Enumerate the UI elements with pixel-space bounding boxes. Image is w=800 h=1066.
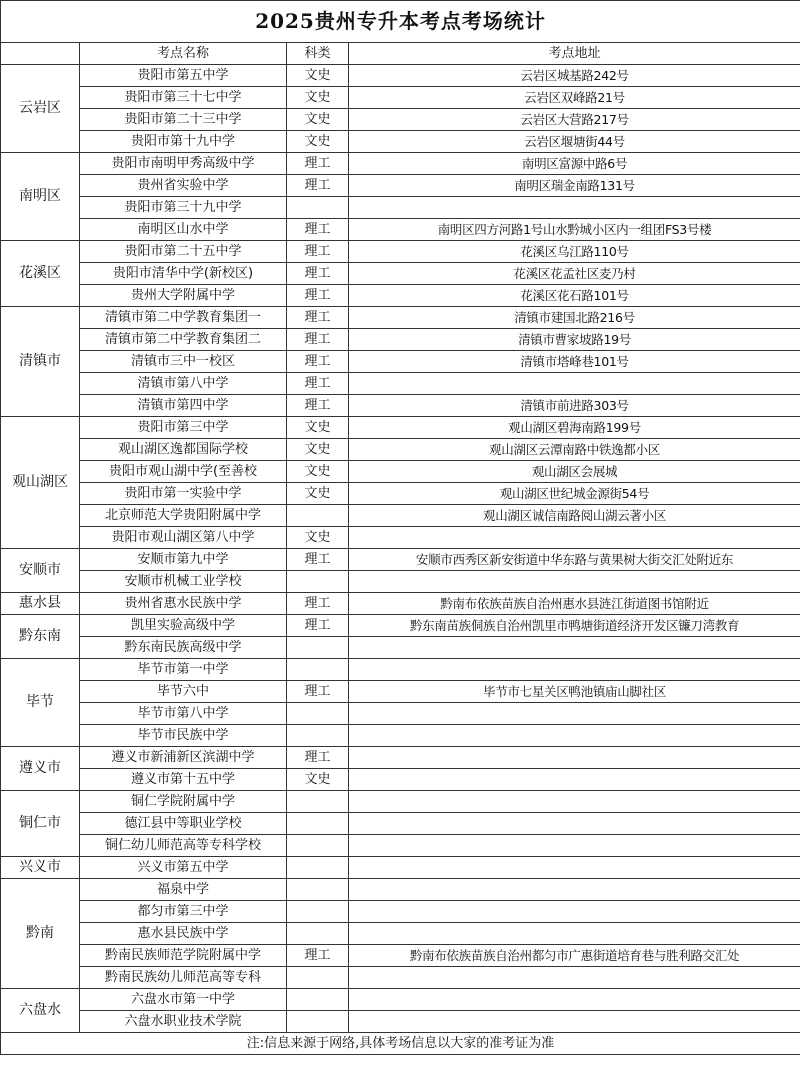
subject-cell <box>287 813 349 835</box>
subject-cell: 文史 <box>287 109 349 131</box>
school-name-cell: 观山湖区逸都国际学校 <box>80 439 287 461</box>
table-row <box>1 527 800 549</box>
table-row <box>1 615 800 637</box>
table-row <box>1 395 800 417</box>
school-name-cell: 贵州省惠水民族中学 <box>80 593 287 615</box>
table-row <box>1 131 800 153</box>
header-subject: 科类 <box>287 43 349 65</box>
subject-cell: 理工 <box>287 329 349 351</box>
address-cell <box>349 659 800 681</box>
region-cell: 铜仁市 <box>1 791 80 857</box>
address-cell <box>349 901 800 923</box>
table-row <box>1 681 800 703</box>
school-name-cell: 清镇市第八中学 <box>80 373 287 395</box>
address-cell: 花溪区花石路101号 <box>349 285 800 307</box>
school-name-cell: 六盘水职业技术学院 <box>80 1011 287 1033</box>
table-row <box>1 637 800 659</box>
subject-cell: 理工 <box>287 615 349 637</box>
address-cell: 黔东南苗族侗族自治州凯里市鸭塘街道经济开发区镰刀湾教育 <box>349 615 800 637</box>
subject-cell: 理工 <box>287 593 349 615</box>
address-cell <box>349 857 800 879</box>
table-row <box>1 87 800 109</box>
address-cell: 观山湖区会展城 <box>349 461 800 483</box>
school-name-cell: 德江县中等职业学校 <box>80 813 287 835</box>
address-cell <box>349 725 800 747</box>
subject-cell: 文史 <box>287 769 349 791</box>
subject-cell: 文史 <box>287 65 349 87</box>
region-cell: 清镇市 <box>1 307 80 417</box>
address-cell: 南明区富源中路6号 <box>349 153 800 175</box>
address-cell: 毕节市七星关区鸭池镇庙山脚社区 <box>349 681 800 703</box>
table-row <box>1 175 800 197</box>
address-cell <box>349 747 800 769</box>
region-cell: 惠水县 <box>1 593 80 615</box>
subject-cell <box>287 989 349 1011</box>
school-name-cell: 贵州大学附属中学 <box>80 285 287 307</box>
table-row <box>1 813 800 835</box>
subject-cell: 理工 <box>287 307 349 329</box>
subject-cell <box>287 791 349 813</box>
region-cell: 遵义市 <box>1 747 80 791</box>
table-row <box>1 703 800 725</box>
address-cell <box>349 373 800 395</box>
table-row <box>1 769 800 791</box>
school-name-cell: 毕节市民族中学 <box>80 725 287 747</box>
address-cell: 观山湖区世纪城金源街54号 <box>349 483 800 505</box>
school-name-cell: 贵阳市第二十三中学 <box>80 109 287 131</box>
table-row <box>1 725 800 747</box>
school-name-cell: 安顺市第九中学 <box>80 549 287 571</box>
subject-cell: 文史 <box>287 483 349 505</box>
address-cell: 南明区四方河路1号山水黔城小区内一组团FS3号楼 <box>349 219 800 241</box>
subject-cell: 理工 <box>287 373 349 395</box>
school-name-cell: 清镇市三中一校区 <box>80 351 287 373</box>
table-row <box>1 593 800 615</box>
header-row <box>1 43 800 65</box>
table-row <box>1 549 800 571</box>
table-row <box>1 989 800 1011</box>
school-name-cell: 贵阳市第三中学 <box>80 417 287 439</box>
table-row <box>1 879 800 901</box>
address-cell <box>349 637 800 659</box>
table-row <box>1 505 800 527</box>
subject-cell: 文史 <box>287 461 349 483</box>
address-cell: 云岩区双峰路21号 <box>349 87 800 109</box>
address-cell <box>349 1011 800 1033</box>
subject-cell <box>287 923 349 945</box>
region-cell: 毕节 <box>1 659 80 747</box>
subject-cell: 理工 <box>287 945 349 967</box>
subject-cell: 文史 <box>287 131 349 153</box>
address-cell: 云岩区城基路242号 <box>349 65 800 87</box>
subject-cell: 理工 <box>287 153 349 175</box>
subject-cell: 理工 <box>287 747 349 769</box>
address-cell: 黔南布依族苗族自治州都匀市广惠街道培育巷与胜利路交汇处 <box>349 945 800 967</box>
table-row <box>1 219 800 241</box>
school-name-cell: 毕节市第一中学 <box>80 659 287 681</box>
school-name-cell: 都匀市第三中学 <box>80 901 287 923</box>
address-cell: 云岩区大营路217号 <box>349 109 800 131</box>
address-cell: 清镇市塔峰巷101号 <box>349 351 800 373</box>
address-cell <box>349 813 800 835</box>
table-row <box>1 461 800 483</box>
subject-cell: 理工 <box>287 681 349 703</box>
school-name-cell: 贵阳市清华中学(新校区) <box>80 263 287 285</box>
address-cell: 清镇市曹家坡路19号 <box>349 329 800 351</box>
subject-cell: 文史 <box>287 417 349 439</box>
region-cell: 安顺市 <box>1 549 80 593</box>
school-name-cell: 清镇市第二中学教育集团二 <box>80 329 287 351</box>
subject-cell: 理工 <box>287 549 349 571</box>
school-name-cell: 贵州省实验中学 <box>80 175 287 197</box>
table-row <box>1 351 800 373</box>
address-cell: 云岩区堰塘街44号 <box>349 131 800 153</box>
address-cell <box>349 879 800 901</box>
table-row <box>1 923 800 945</box>
header-name: 考点名称 <box>80 43 287 65</box>
table-title: 2025贵州专升本考点考场统计 <box>1 1 800 43</box>
table-row <box>1 417 800 439</box>
subject-cell <box>287 197 349 219</box>
school-name-cell: 毕节六中 <box>80 681 287 703</box>
school-name-cell: 铜仁学院附属中学 <box>80 791 287 813</box>
footnote: 注:信息来源于网络,具体考场信息以大家的准考证为准 <box>1 1033 800 1055</box>
subject-cell: 理工 <box>287 175 349 197</box>
school-name-cell: 黔东南民族高级中学 <box>80 637 287 659</box>
subject-cell: 文史 <box>287 527 349 549</box>
region-cell: 观山湖区 <box>1 417 80 549</box>
address-cell: 安顺市西秀区新安街道中华东路与黄果树大街交汇处附近东 <box>349 549 800 571</box>
subject-cell <box>287 703 349 725</box>
table-row <box>1 857 800 879</box>
table-row <box>1 1011 800 1033</box>
address-cell <box>349 527 800 549</box>
table-row <box>1 945 800 967</box>
subject-cell <box>287 637 349 659</box>
school-name-cell: 北京师范大学贵阳附属中学 <box>80 505 287 527</box>
table-row <box>1 329 800 351</box>
region-cell: 黔东南 <box>1 615 80 659</box>
table-row <box>1 791 800 813</box>
school-name-cell: 遵义市新浦新区滨湖中学 <box>80 747 287 769</box>
subject-cell: 理工 <box>287 219 349 241</box>
subject-cell: 理工 <box>287 285 349 307</box>
school-name-cell: 六盘水市第一中学 <box>80 989 287 1011</box>
table-row <box>1 153 800 175</box>
table-row <box>1 285 800 307</box>
school-name-cell: 贵阳市第十九中学 <box>80 131 287 153</box>
subject-cell: 理工 <box>287 351 349 373</box>
school-name-cell: 贵阳市第一实验中学 <box>80 483 287 505</box>
address-cell: 花溪区花孟社区麦乃村 <box>349 263 800 285</box>
table-row <box>1 307 800 329</box>
address-cell <box>349 967 800 989</box>
region-cell: 黔南 <box>1 879 80 989</box>
subject-cell <box>287 967 349 989</box>
header-address: 考点地址 <box>349 43 800 65</box>
school-name-cell: 黔南民族幼儿师范高等专科 <box>80 967 287 989</box>
subject-cell <box>287 571 349 593</box>
address-cell <box>349 923 800 945</box>
region-cell: 云岩区 <box>1 65 80 153</box>
school-name-cell: 黔南民族师范学院附属中学 <box>80 945 287 967</box>
region-cell: 六盘水 <box>1 989 80 1033</box>
table-row <box>1 197 800 219</box>
address-cell <box>349 703 800 725</box>
table-row <box>1 109 800 131</box>
address-cell <box>349 989 800 1011</box>
school-name-cell: 贵阳市第三十七中学 <box>80 87 287 109</box>
address-cell <box>349 835 800 857</box>
address-cell: 清镇市建国北路216号 <box>349 307 800 329</box>
school-name-cell: 贵阳市观山湖区第八中学 <box>80 527 287 549</box>
school-name-cell: 清镇市第四中学 <box>80 395 287 417</box>
school-name-cell: 贵阳市第三十九中学 <box>80 197 287 219</box>
school-name-cell: 贵阳市第五中学 <box>80 65 287 87</box>
school-name-cell: 毕节市第八中学 <box>80 703 287 725</box>
school-name-cell: 铜仁幼儿师范高等专科学校 <box>80 835 287 857</box>
table-row <box>1 483 800 505</box>
region-cell: 兴义市 <box>1 857 80 879</box>
address-cell: 花溪区乌江路110号 <box>349 241 800 263</box>
school-name-cell: 贵阳市南明甲秀高级中学 <box>80 153 287 175</box>
address-cell: 观山湖区诚信南路阅山湖云著小区 <box>349 505 800 527</box>
school-name-cell: 贵阳市第二十五中学 <box>80 241 287 263</box>
region-cell: 花溪区 <box>1 241 80 307</box>
table-row <box>1 901 800 923</box>
subject-cell <box>287 901 349 923</box>
address-cell: 清镇市前进路303号 <box>349 395 800 417</box>
school-name-cell: 南明区山水中学 <box>80 219 287 241</box>
subject-cell: 文史 <box>287 87 349 109</box>
table-row <box>1 967 800 989</box>
school-name-cell: 清镇市第二中学教育集团一 <box>80 307 287 329</box>
school-name-cell: 凯里实验高级中学 <box>80 615 287 637</box>
address-cell <box>349 791 800 813</box>
address-cell: 观山湖区云潭南路中铁逸都小区 <box>349 439 800 461</box>
subject-cell: 理工 <box>287 263 349 285</box>
school-name-cell: 福泉中学 <box>80 879 287 901</box>
school-name-cell: 惠水县民族中学 <box>80 923 287 945</box>
subject-cell <box>287 879 349 901</box>
school-name-cell: 安顺市机械工业学校 <box>80 571 287 593</box>
address-cell: 南明区瑞金南路131号 <box>349 175 800 197</box>
table-row <box>1 747 800 769</box>
address-cell <box>349 571 800 593</box>
school-name-cell: 遵义市第十五中学 <box>80 769 287 791</box>
address-cell: 观山湖区碧海南路199号 <box>349 417 800 439</box>
address-cell <box>349 197 800 219</box>
address-cell <box>349 769 800 791</box>
header-region-blank <box>1 43 80 65</box>
school-name-cell: 兴义市第五中学 <box>80 857 287 879</box>
subject-cell <box>287 725 349 747</box>
subject-cell: 理工 <box>287 241 349 263</box>
subject-cell <box>287 659 349 681</box>
table-row <box>1 659 800 681</box>
table-row <box>1 835 800 857</box>
table-row <box>1 373 800 395</box>
region-cell: 南明区 <box>1 153 80 241</box>
table-row <box>1 439 800 461</box>
address-cell: 黔南布依族苗族自治州惠水县涟江街道图书馆附近 <box>349 593 800 615</box>
subject-cell <box>287 857 349 879</box>
table-row <box>1 571 800 593</box>
subject-cell <box>287 835 349 857</box>
subject-cell: 文史 <box>287 439 349 461</box>
subject-cell <box>287 1011 349 1033</box>
subject-cell <box>287 505 349 527</box>
table-row <box>1 65 800 87</box>
table-row <box>1 241 800 263</box>
school-name-cell: 贵阳市观山湖中学(至善校 <box>80 461 287 483</box>
subject-cell: 理工 <box>287 395 349 417</box>
table-row <box>1 263 800 285</box>
